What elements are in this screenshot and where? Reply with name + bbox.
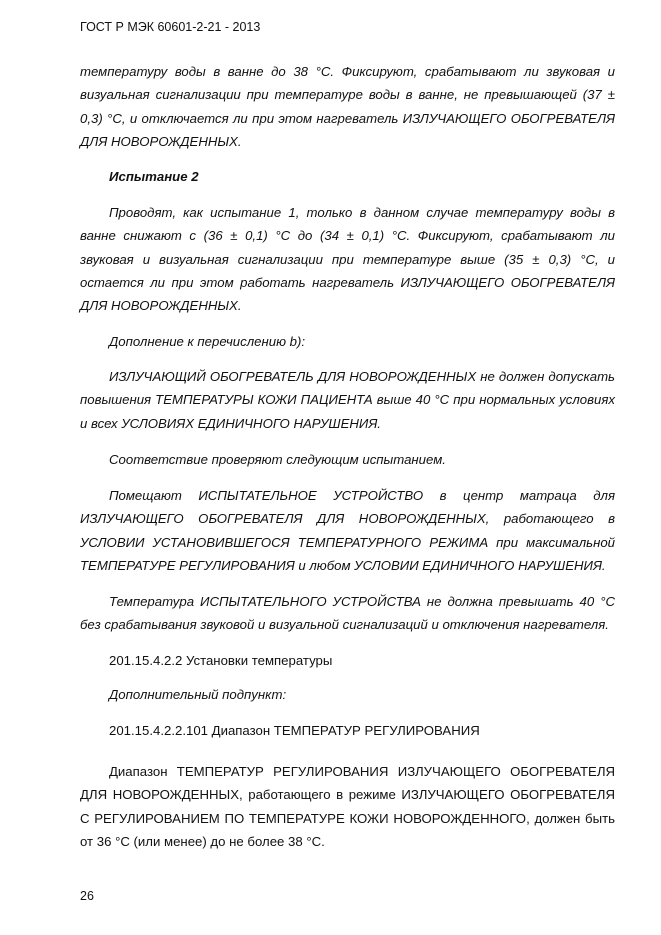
paragraph-limit: Температура ИСПЫТАТЕЛЬНОГО УСТРОЙСТВА не должна превышать 40 °С без срабатывания звуковой и визуальной сигнализаций и отключения нагревателя. bbox=[80, 594, 615, 633]
section-201-15-4-2-2-101: 201.15.4.2.2.101 Диапазон ТЕМПЕРАТУР РЕГУЛИРОВАНИЯ bbox=[109, 723, 480, 738]
section-201-15-4-2-2: 201.15.4.2.2 Установки температуры bbox=[109, 653, 333, 668]
compliance-statement: Соответствие проверяют следующим испытанием. bbox=[109, 452, 446, 467]
paragraph-test2: Проводят, как испытание 1, только в данном случае температуру воды в ванне снижают с (36 ± 0,1) °С до (34 ± 0,1) °С. Фиксируют, срабатывают ли звуковая и визуальная сигнализации при температуре выше (35 ± 0,3) °С, и остается ли при этом работать нагреватель ИЗЛУЧАЮЩЕГО ОБОГРЕВАТЕЛЯ ДЛЯ НОВОРОЖДЕННЫХ. bbox=[80, 205, 615, 314]
page-header: ГОСТ Р МЭК 60601-2-21 - 2013 bbox=[80, 20, 261, 34]
supplement-heading: Дополнение к перечислению b): bbox=[109, 334, 306, 349]
paragraph-test-procedure: Помещают ИСПЫТАТЕЛЬНОЕ УСТРОЙСТВО в центр матраца для ИЗЛУЧАЮЩЕГО ОБОГРЕВАТЕЛЯ ДЛЯ НОВОРОЖДЕННЫХ, работающего в УСЛОВИИ УСТАНОВИВШЕГОСЯ ТЕМПЕРАТУРНОГО РЕЖИМА при максимальной ТЕМПЕРАТУРЕ РЕГУЛИРОВАНИЯ и любом УСЛОВИИ ЕДИНИЧНОГО НАРУШЕНИЯ. bbox=[80, 488, 615, 573]
paragraph-test1-continuation: температуру воды в ванне до 38 °С. Фиксируют, срабатывают ли звуковая и визуальная сигнализации при температуре воды в ванне, не превышающей (37 ± 0,3) °С, и отключается ли при этом нагреватель ИЗЛУЧАЮЩЕГО ОБОГРЕВАТЕЛЯ ДЛЯ НОВОРОЖДЕННЫХ. bbox=[80, 64, 615, 149]
page-number: 26 bbox=[80, 889, 94, 903]
paragraph-requirement: ИЗЛУЧАЮЩИЙ ОБОГРЕВАТЕЛЬ ДЛЯ НОВОРОЖДЕННЫХ не должен допускать повышения ТЕМПЕРАТУРЫ КОЖИ ПАЦИЕНТА выше 40 °С при нормальных условиях и всех УСЛОВИЯХ ЕДИНИЧНОГО НАРУШЕНИЯ. bbox=[80, 369, 615, 431]
paragraph-temperature-range: Диапазон ТЕМПЕРАТУР РЕГУЛИРОВАНИЯ ИЗЛУЧАЮЩЕГО ОБОГРЕВАТЕЛЯ ДЛЯ НОВОРОЖДЕННЫХ, работающего в режиме ИЗЛУЧАЮЩЕГО ОБОГРЕВАТЕЛЯ С РЕГУЛИРОВАНИЕМ ПО ТЕМПЕРАТУРЕ КОЖИ НОВОРОЖДЕННОГО, должен быть от 36 °С (или менее) до не более 38 °С. bbox=[80, 764, 615, 849]
test2-heading: Испытание 2 bbox=[109, 169, 199, 184]
additional-subclause-label: Дополнительный подпункт: bbox=[109, 687, 287, 702]
